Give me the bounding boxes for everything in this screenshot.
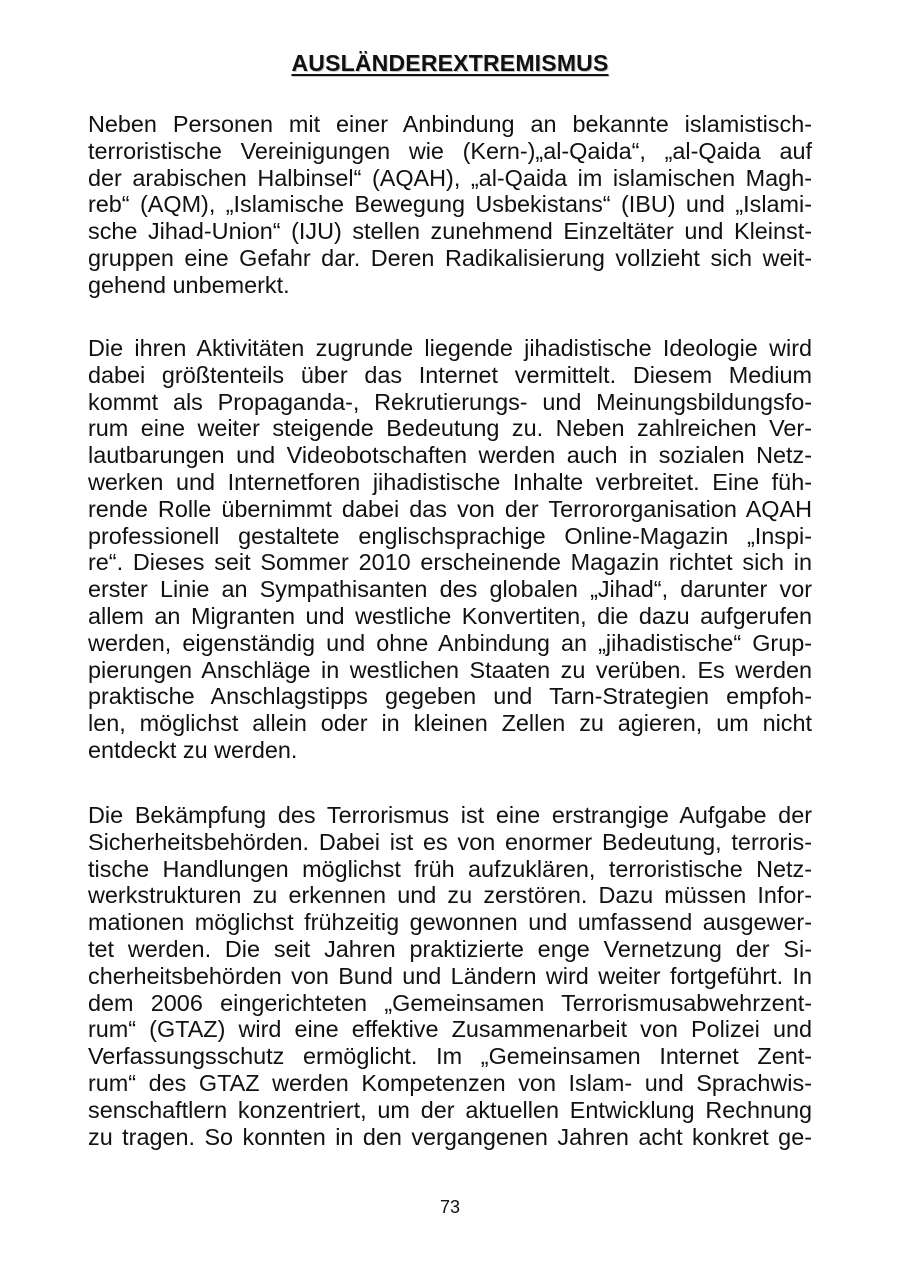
text-line: sche Jihad-Union“ (IJU) stellen zunehmend Einzeltäter und Kleinst- xyxy=(88,218,812,245)
text-line: len, möglichst allein oder in kleinen Zellen zu agieren, um nicht xyxy=(88,710,812,737)
text-line: praktische Anschlagstipps gegeben und Tarn-Strategien empfoh- xyxy=(88,683,812,710)
text-line: dabei größtenteils über das Internet vermittelt. Diesem Medium xyxy=(88,361,812,388)
text-line: rum eine weiter steigende Bedeutung zu. Neben zahlreichen Ver- xyxy=(88,415,812,442)
text-line: reb“ (AQM), „Islamische Bewegung Usbekistans“ (IBU) und „Islami- xyxy=(88,191,812,218)
text-line: werden, eigenständig und ohne Anbindung an „jihadistische“ Grup- xyxy=(88,629,812,656)
text-line: pierungen Anschläge in westlichen Staaten zu verüben. Es werden xyxy=(88,656,812,683)
paragraph-1 xyxy=(88,111,812,299)
text-line: Sicherheitsbehörden. Dabei ist es von enormer Bedeutung, terroris- xyxy=(88,828,812,855)
text-line: werken und Internetforen jihadistische Inhalte verbreitet. Eine füh- xyxy=(88,468,812,495)
text-line: entdeckt zu werden. xyxy=(88,736,298,763)
text-line: Die Bekämpfung des Terrorismus ist eine erstrangige Aufgabe der xyxy=(88,802,812,828)
text-line: rende Rolle übernimmt dabei das von der Terrororganisation AQAH xyxy=(88,495,812,522)
page-title: AUSLÄNDEREXTREMISMUS xyxy=(291,50,609,76)
text-line: cherheitsbehörden von Bund und Ländern wird weiter fortgeführt. In xyxy=(88,962,812,989)
text-line: werkstrukturen zu erkennen und zu zerstören. Dazu müssen Infor- xyxy=(88,882,812,909)
text-line: zu tragen. So konnten in den vergangenen Jahren acht konkret ge- xyxy=(88,1123,812,1150)
text-line: lautbarungen und Videobotschaften werden auch in sozialen Netz- xyxy=(88,442,812,469)
paragraph-2 xyxy=(88,335,812,764)
text-line: rum“ des GTAZ werden Kompetenzen von Islam- und Sprachwis- xyxy=(88,1069,812,1096)
text-line: der arabischen Halbinsel“ (AQAH), „al-Qaida im islamischen Magh- xyxy=(88,164,812,191)
text-line: professionell gestaltete englischsprachige Online-Magazin „Inspi- xyxy=(88,522,812,549)
text-line: tische Handlungen möglichst früh aufzuklären, terroristische Netz- xyxy=(88,855,812,882)
page-number: 73 xyxy=(439,1197,461,1217)
text-line: mationen möglichst frühzeitig gewonnen und umfassend ausgewer- xyxy=(88,909,812,936)
text-line: senschaftlern konzentriert, um der aktuellen Entwicklung Rechnung xyxy=(88,1096,812,1123)
text-line: Verfassungsschutz ermöglicht. Im „Gemeinsamen Internet Zent- xyxy=(88,1043,812,1070)
text-line: Die ihren Aktivitäten zugrunde liegende jihadistische Ideologie wird xyxy=(88,335,812,361)
paragraph-3 xyxy=(88,802,812,1150)
text-line: gehend unbemerkt. xyxy=(88,271,290,298)
text-line: re“. Dieses seit Sommer 2010 erscheinende Magazin richtet sich in xyxy=(88,549,812,576)
text-line: gruppen eine Gefahr dar. Deren Radikalisierung vollzieht sich weit- xyxy=(88,244,812,271)
text-line: terroristische Vereinigungen wie (Kern-)„al-Qaida“, „al-Qaida auf xyxy=(88,137,812,164)
text-line: Neben Personen mit einer Anbindung an bekannte islamistisch- xyxy=(88,111,812,137)
text-line: tet werden. Die seit Jahren praktizierte enge Vernetzung der Si- xyxy=(88,935,812,962)
text-line: rum“ (GTAZ) wird eine effektive Zusammenarbeit von Polizei und xyxy=(88,1016,812,1043)
text-line: dem 2006 eingerichteten „Gemeinsamen Terrorismusabwehrzent- xyxy=(88,989,812,1016)
text-line: erster Linie an Sympathisanten des globalen „Jihad“, darunter vor xyxy=(88,576,812,603)
text-line: kommt als Propaganda-, Rekrutierungs- und Meinungsbildungsfo- xyxy=(88,388,812,415)
text-line: allem an Migranten und westliche Konvertiten, die dazu aufgerufen xyxy=(88,602,812,629)
